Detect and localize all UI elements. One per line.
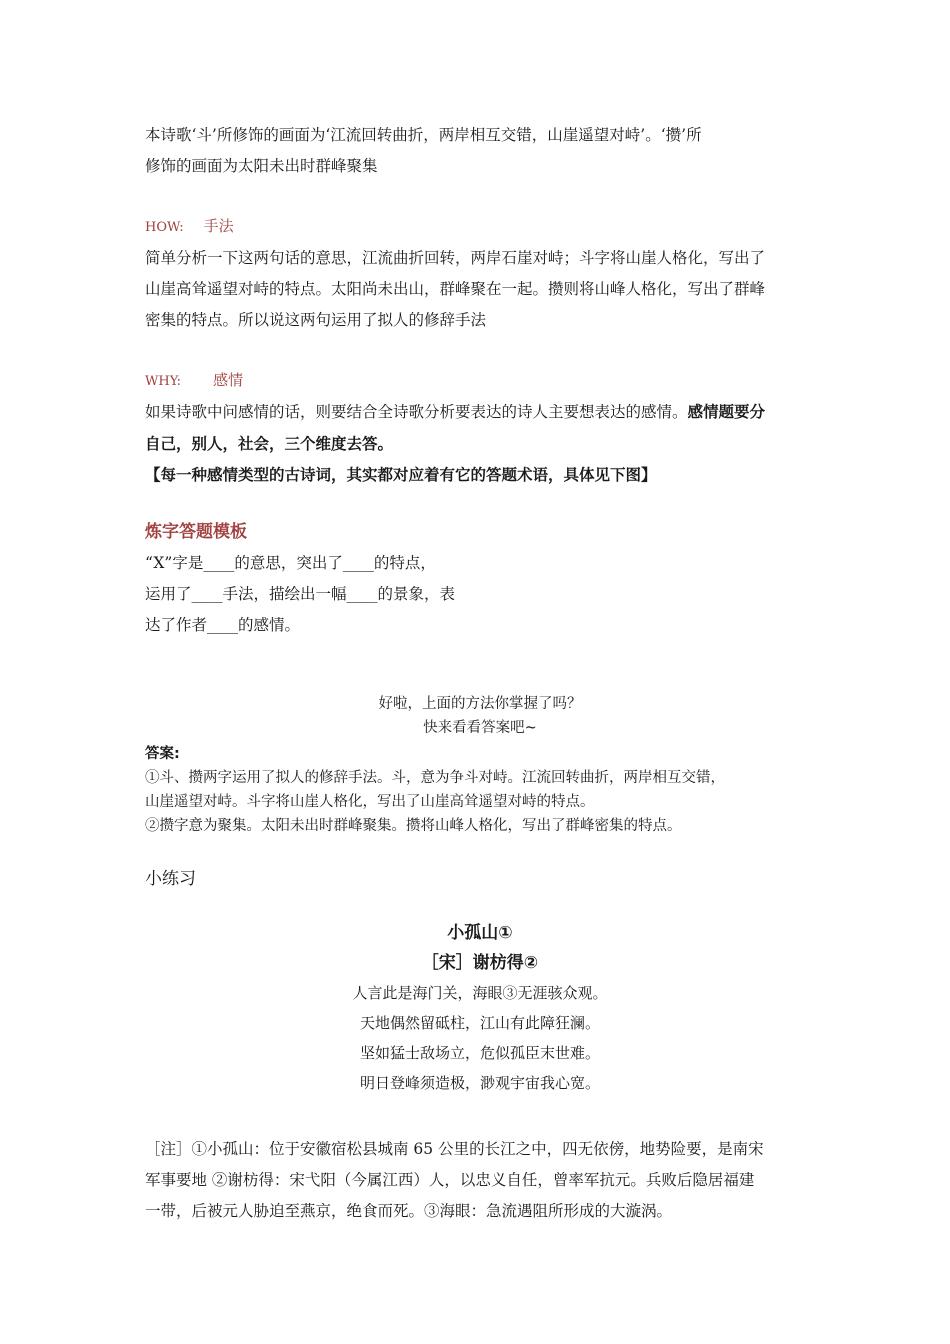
answer-line-3: ②攒字意为聚集。太阳未出时群峰聚集。攒将山峰人格化，写出了群峰密集的特点。 (145, 818, 682, 834)
prompt-line-1: 好啦，上面的方法你掌握了吗？ (378, 696, 582, 712)
note-line-2: 军事要地 ②谢枋得：宋弋阳（今属江西）人，以忠义自任，曾率军抗元。兵败后隐居福建 (145, 1171, 755, 1189)
how-label (145, 214, 815, 240)
why-label-cn: 感情 (213, 371, 244, 389)
poem-block (145, 918, 815, 1098)
why-label-en: WHY: (145, 374, 182, 389)
why-line-1-bold: 感情题要分 (687, 402, 766, 421)
why-line-2: 自己，别人，社会，三个维度去答。 (145, 434, 394, 453)
what-line-1: 本诗歌‘斗’所修饰的画面为‘江流回转曲折，两岸相互交错，山崖遥望对峙’。‘攒’所 (145, 126, 702, 144)
poem-line-2: 天地偶然留砥柱，江山有此障狂澜。 (359, 1014, 600, 1032)
why-label (145, 368, 815, 394)
why-line-1 (145, 396, 815, 428)
practice-section (145, 866, 815, 892)
prompt-block (145, 692, 815, 740)
template-line-2: 运用了____手法，描绘出一幅____的景象，表 (145, 585, 456, 603)
how-label-cn: 手法 (203, 217, 234, 235)
template-lines (145, 548, 815, 641)
note-line-3: 一带，后被元人胁迫至燕京，绝食而死。③海眼：急流遇阻所形成的大漩涡。 (145, 1202, 673, 1220)
answer-line-2: 山崖遥望对峙。斗字将山崖人格化，写出了山崖高耸遥望对峙的特点。 (145, 794, 595, 810)
poem-title: 小孤山① (447, 923, 513, 943)
why-paragraph (145, 396, 815, 490)
what-analysis-paragraph (145, 120, 815, 182)
how-line-1: 简单分析一下这两句话的意思，江流曲折回转，两岸石崖对峙；斗字将山崖人格化，写出了 (145, 249, 766, 267)
template-title: 炼字答题模板 (145, 522, 247, 542)
how-section (145, 214, 815, 240)
why-line-1-normal: 如果诗歌中问感情的话，则要结合全诗歌分析要表达的诗人主要想表达的感情。 (145, 403, 688, 421)
why-section (145, 368, 815, 394)
prompt-line-2: 快来看看答案吧~ (423, 720, 537, 736)
how-paragraph (145, 243, 815, 336)
poem-line-3: 坚如猛士敌场立，危似孤臣末世难。 (359, 1044, 600, 1062)
template-section (145, 519, 815, 545)
poem-author: ［宋］谢枋得② (421, 953, 539, 973)
what-line-2: 修饰的画面为太阳未出时群峰聚集 (145, 157, 378, 175)
notes-block (145, 1134, 815, 1227)
answer-section (145, 742, 815, 838)
answer-line-1: ①斗、攒两字运用了拟人的修辞手法。斗，意为争斗对峙。江流回转曲折，两岸相互交错， (145, 770, 725, 786)
poem-line-4: 明日登峰须造极，渺观宇宙我心宽。 (359, 1074, 600, 1092)
template-line-1: “X”字是____的意思，突出了____的特点， (145, 554, 436, 572)
note-line-1: ［注］①小孤山：位于安徽宿松县城南 65 公里的长江之中，四无依傍，地势险要，是南宋 (145, 1140, 764, 1158)
why-line-3: 【每一种感情类型的古诗词，其实都对应着有它的答题术语，具体见下图】 (145, 465, 657, 484)
how-label-en: HOW: (145, 220, 184, 235)
how-line-2: 山崖高耸遥望对峙的特点。太阳尚未出山，群峰聚在一起。攒则将山峰人格化，写出了群峰 (145, 280, 766, 298)
poem-line-1: 人言此是海门关，海眼③无涯骇众观。 (352, 984, 608, 1002)
how-line-3: 密集的特点。所以说这两句运用了拟人的修辞手法 (145, 311, 487, 329)
answer-label: 答案: (145, 746, 180, 762)
template-line-3: 达了作者____的感情。 (145, 616, 301, 634)
practice-title: 小练习 (145, 869, 196, 889)
